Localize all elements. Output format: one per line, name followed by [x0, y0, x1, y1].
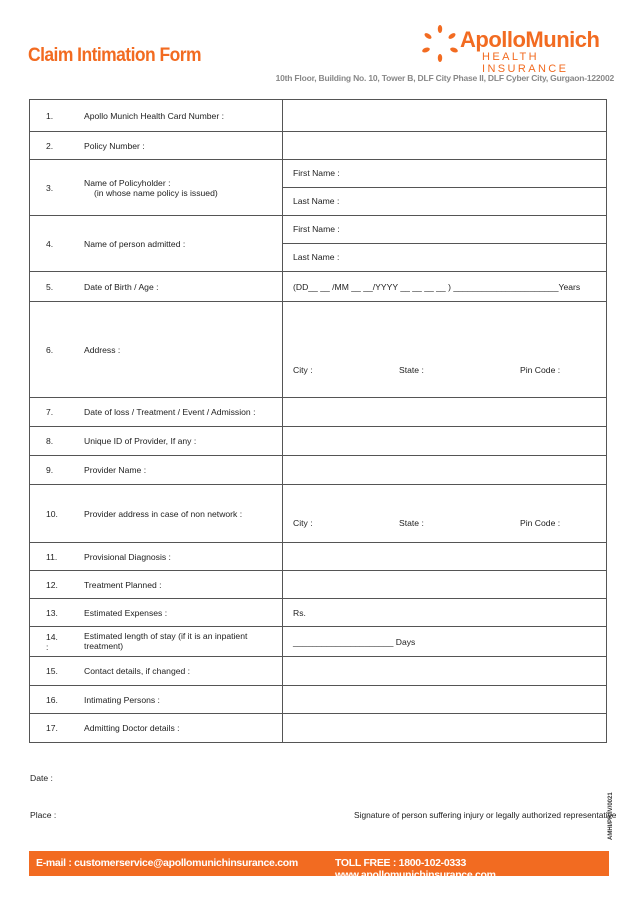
sunburst-icon — [420, 24, 460, 64]
row-number: 8. — [30, 427, 81, 456]
form-row — [30, 427, 607, 456]
row-number: 10. — [30, 485, 81, 543]
claim-form-table — [29, 99, 607, 743]
form-row — [30, 302, 607, 398]
form-row — [30, 485, 607, 543]
intimating-persons-field[interactable] — [283, 686, 607, 714]
length-of-stay-field[interactable]: _____________________ Days — [283, 627, 607, 657]
row-label: Admitting Doctor details : — [80, 714, 283, 743]
row-number: 16. — [30, 686, 81, 714]
provider-name-field[interactable] — [283, 456, 607, 485]
form-row — [30, 714, 607, 743]
row-label: Provider Name : — [80, 456, 283, 485]
admitting-doctor-field[interactable] — [283, 714, 607, 743]
place-label: Place : — [30, 810, 57, 820]
form-row — [30, 543, 607, 571]
row-label: Date of Birth / Age : — [80, 272, 283, 302]
row-number — [30, 627, 81, 657]
date-label: Date : — [30, 773, 53, 783]
row-number: 1. — [30, 100, 81, 132]
form-row — [30, 132, 607, 160]
pin-code-label: Pin Code : — [520, 364, 561, 375]
footer-email[interactable]: E-mail : customerservice@apollomunichinsurance.com — [36, 857, 298, 869]
form-row — [30, 160, 607, 216]
last-name-field[interactable]: Last Name : — [293, 196, 340, 206]
state-label: State : — [399, 517, 424, 528]
row-label: Apollo Munich Health Card Number : — [80, 100, 283, 132]
form-row — [30, 686, 607, 714]
row-number: 12. — [30, 571, 81, 599]
form-row — [30, 216, 607, 272]
first-name-field[interactable]: First Name : — [283, 216, 606, 244]
row-number: 6. — [30, 302, 81, 398]
row-number: 4. — [30, 216, 81, 272]
policy-number-field[interactable] — [283, 132, 607, 160]
estimated-expenses-field[interactable]: Rs. — [283, 599, 607, 627]
form-row — [30, 599, 607, 627]
row-label: Date of loss / Treatment / Event / Admission : — [80, 398, 283, 427]
row-number-colon: : — [46, 641, 49, 652]
row-label: Name of person admitted : — [80, 216, 283, 272]
policyholder-name-cell — [283, 160, 607, 216]
treatment-planned-field[interactable] — [283, 571, 607, 599]
diagnosis-field[interactable] — [283, 543, 607, 571]
row-label: Treatment Planned : — [80, 571, 283, 599]
row-label: Address : — [80, 302, 283, 398]
row-number: 7. — [30, 398, 81, 427]
footer-bar — [29, 851, 609, 881]
state-label: State : — [399, 364, 424, 375]
form-row — [30, 627, 607, 657]
row-number: 9. — [30, 456, 81, 485]
row-label: Policy Number : — [80, 132, 283, 160]
contact-details-field[interactable] — [283, 657, 607, 686]
form-code: AMHI/PR/IV/0021 — [608, 792, 614, 840]
row-number: 17. — [30, 714, 81, 743]
row-sublabel: (in whose name policy is issued) — [94, 187, 218, 198]
apollo-munich-logo — [420, 24, 610, 74]
row-label: Contact details, if changed : — [80, 657, 283, 686]
row-number-text: 14. — [46, 631, 58, 642]
form-row — [30, 100, 607, 132]
date-of-loss-field[interactable] — [283, 398, 607, 427]
row-number: 15. — [30, 657, 81, 686]
footer-tollfree-website[interactable]: TOLL FREE : 1800-102-0333 www.apollomunichinsurance.com — [335, 857, 496, 881]
address-field[interactable] — [283, 302, 607, 398]
row-label: Provisional Diagnosis : — [80, 543, 283, 571]
row-label: Provider address in case of non network : — [80, 485, 283, 543]
row-label-text: Name of Policyholder : — [84, 177, 171, 188]
row-label: Unique ID of Provider, If any : — [80, 427, 283, 456]
admitted-person-name-cell — [283, 216, 607, 272]
dob-age-field[interactable]: (DD__ __ /MM __ __/YYYY __ __ __ __ ) ______________________Years — [283, 272, 607, 302]
form-row — [30, 456, 607, 485]
office-address: 10th Floor, Building No. 10, Tower B, DLF City Phase II, DLF Cyber City, Gurgaon-122002 — [275, 73, 614, 83]
brand-subtitle: HEALTH INSURANCE — [482, 51, 569, 75]
row-number: 11. — [30, 543, 81, 571]
row-number: 13. — [30, 599, 81, 627]
row-label: Estimated Expenses : — [80, 599, 283, 627]
row-number: 2. — [30, 132, 81, 160]
row-label: Estimated length of stay (if it is an inpatient treatment) — [80, 627, 283, 657]
city-label: City : — [293, 364, 313, 375]
city-label: City : — [293, 517, 313, 528]
form-row — [30, 571, 607, 599]
form-row — [30, 398, 607, 427]
first-name-field[interactable]: First Name : — [283, 160, 606, 188]
row-number: 3. — [30, 160, 81, 216]
form-title: Claim Intimation Form — [28, 45, 201, 66]
pin-code-label: Pin Code : — [520, 517, 561, 528]
brand-name: ApolloMunich — [460, 27, 600, 52]
signature-label: Signature of person suffering injury or legally authorized representative — [354, 810, 617, 820]
last-name-field[interactable]: Last Name : — [293, 252, 340, 262]
row-label: Intimating Persons : — [80, 686, 283, 714]
form-row — [30, 657, 607, 686]
row-label — [80, 160, 283, 216]
health-card-number-field[interactable] — [283, 100, 607, 132]
form-row — [30, 272, 607, 302]
provider-address-field[interactable] — [283, 485, 607, 543]
row-number: 5. — [30, 272, 81, 302]
provider-id-field[interactable] — [283, 427, 607, 456]
